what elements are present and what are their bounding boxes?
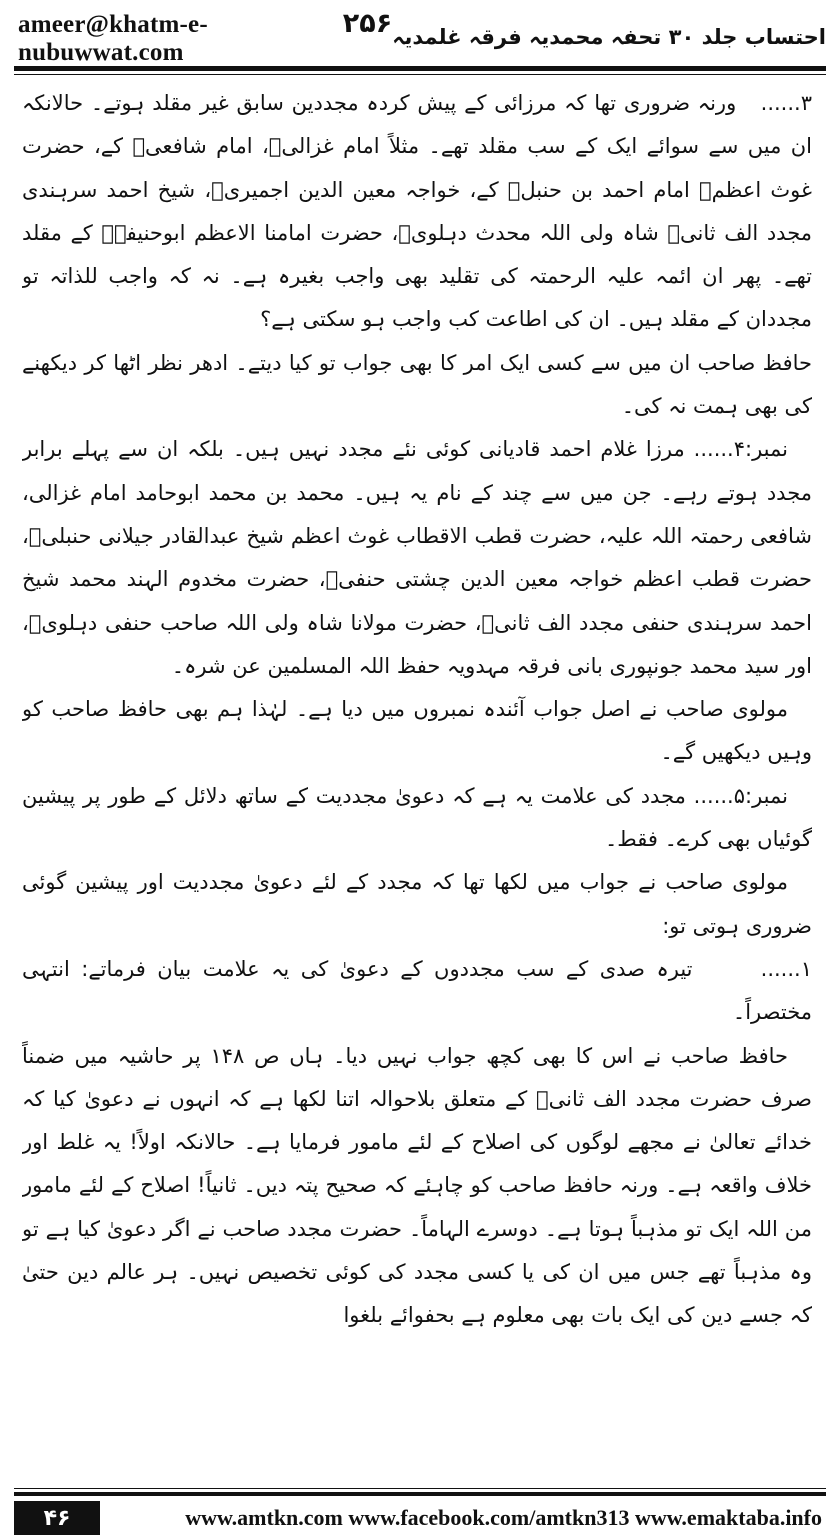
paragraph-marker: ۳...... [760, 91, 812, 115]
paragraph-maulvi-wrote [22, 861, 812, 948]
paragraph-point-3 [22, 82, 812, 342]
paragraph-maulvi-reply [22, 688, 812, 775]
paragraph-text: تیرہ صدی کے سب مجددوں کے دعویٰ کی یہ علامت بیان فرماتے: انتہی مختصراً۔ [22, 956, 812, 1025]
body-text [22, 82, 812, 1470]
footer-rule-thin [14, 1488, 826, 1489]
paragraph-text: نمبر:۴...... مرزا غلام احمد قادیانی کوئی نئے مجدد نہیں ہیں۔ بلکہ ان سے پہلے برابر مجدد ہوتے رہے۔ جن میں سے چند کے نام یہ ہیں۔ محمد بن محمد ابوحامد امام غزالی، شافعی رحمتہ اللہ علیہ، حضرت قطب الاقطاب غوث اعظم شیخ عبدالقادر جیلانی حنبلیؒ، حضرت قطب اعظم خواجہ معین الدین چشتی حنفیؒ، حضرت مخدوم الہند محمد شیخ احمد سرہندی حنفی مجدد الف ثانیؒ، حضرت مولانا شاہ ولی اللہ صاحب حنفی دہلویؒ، اور سید محمد جونپوری بانی فرقہ مہدویہ حفظ اللہ المسلمین عن شرہ۔ [22, 437, 812, 678]
header-page-number: ۲۵۶ [342, 7, 393, 39]
paragraph-text: نمبر:۵...... مجدد کی علامت یہ ہے کہ دعویٰ مجددیت کے ساتھ دلائل کے طور پر پیشین گوئیاں بھی کرے۔ فقط۔ [22, 783, 812, 852]
paragraph-text: حافظ صاحب نے اس کا بھی کچھ جواب نہیں دیا۔ ہاں ص ۱۴۸ پر حاشیہ میں ضمناً صرف حضرت مجدد الف ثانیؒ کے متعلق بلاحوالہ اتنا لکھا ہے کہ انہوں نے دعویٰ کیا کہ خدائے تعالیٰ نے مجھے لوگوں کی اصلاح کے لئے مامور فرمایا ہے۔ حالانکہ اولاً! یہ غلط اور خلاف واقعہ ہے۔ ورنہ حافظ صاحب کو چاہئے کہ صحیح پتہ دیں۔ ثانیاً! اصلاح کے لئے مامور من اللہ ایک تو مذہباً ہوتا ہے۔ دوسرے الہاماً۔ حضرت مجدد صاحب نے اگر دعویٰ کیا ہے تو وہ مذہباً تھے جس میں ان کی یا کسی مجدد کی کوئی تخصیص نہیں۔ ہر عالم دین حتیٰ کہ جسے دین کی ایک بات بھی معلوم ہے بحفوائے بلغوا [22, 1043, 812, 1328]
paragraph-number-4 [22, 428, 812, 688]
paragraph-text: مولوی صاحب نے اصل جواب آئندہ نمبروں میں دیا ہے۔ لہٰذا ہم بھی حافظ صاحب کو وہیں دیکھیں گے۔ [22, 697, 812, 765]
paragraph-text: حافظ صاحب ان میں سے کسی ایک امر کا بھی جواب تو کیا دیتے۔ ادھر نظر اٹھا کر دیکھنے کی بھی ہمت نہ کی۔ [22, 350, 812, 419]
footer-website-links: www.amtkn.com www.facebook.com/amtkn313 www.emaktaba.info [185, 1505, 822, 1530]
page-header [18, 7, 826, 66]
paragraph-point-1 [22, 948, 812, 1035]
header-rule-thin [14, 74, 826, 75]
footer-page-number: ۴۶ [14, 1501, 100, 1535]
paragraph-text: ورنہ ضروری تھا کہ مرزائی کے پیش کردہ مجددین سابق غیر مقلد ہوتے۔ حالانکہ ان میں سے سوائے ایک کے سب مقلد تھے۔ مثلاً امام غزالیؒ، امام شافعیؒ کے، حضرت غوث اعظمؒ امام احمد بن حنبلؒ کے، خواجہ معین الدین اجمیریؒ، شیخ احمد سرہندی مجدد الف ثانیؒ شاہ ولی اللہ محدث دہلویؒ، حضرت امامنا الاعظم ابوحنیفہؒ کے مقلد تھے۔ پھر ان ائمہ علیہ الرحمتہ کی تقلید بھی واجب بغیرہ ہے۔ نہ کہ واجب للذاتہ تو مجددان کے مقلد ہیں۔ ان کی اطاعت کب واجب ہو سکتی ہے؟ [22, 91, 812, 332]
paragraph-marker: ۱...... [760, 956, 812, 981]
paragraph-text: مولوی صاحب نے جواب میں لکھا تھا کہ مجدد کے لئے دعویٰ مجددیت اور پیشین گوئی ضروری ہوتی تو: [22, 870, 812, 938]
header-rule-thick [14, 66, 826, 71]
page-footer [14, 1500, 826, 1536]
paragraph-number-5 [22, 775, 812, 862]
header-left-group [18, 8, 392, 67]
header-email: ameer@khatm-e-nubuwwat.com [18, 10, 208, 66]
paragraph-mujaddid-alf-thani [22, 1035, 812, 1338]
header-book-title: احتساب جلد ۳۰ تحفہ محمدیہ فرقہ غلمدیہ [392, 25, 826, 49]
footer-rule-thick [14, 1492, 826, 1496]
paragraph-hafiz-silence [22, 342, 812, 429]
